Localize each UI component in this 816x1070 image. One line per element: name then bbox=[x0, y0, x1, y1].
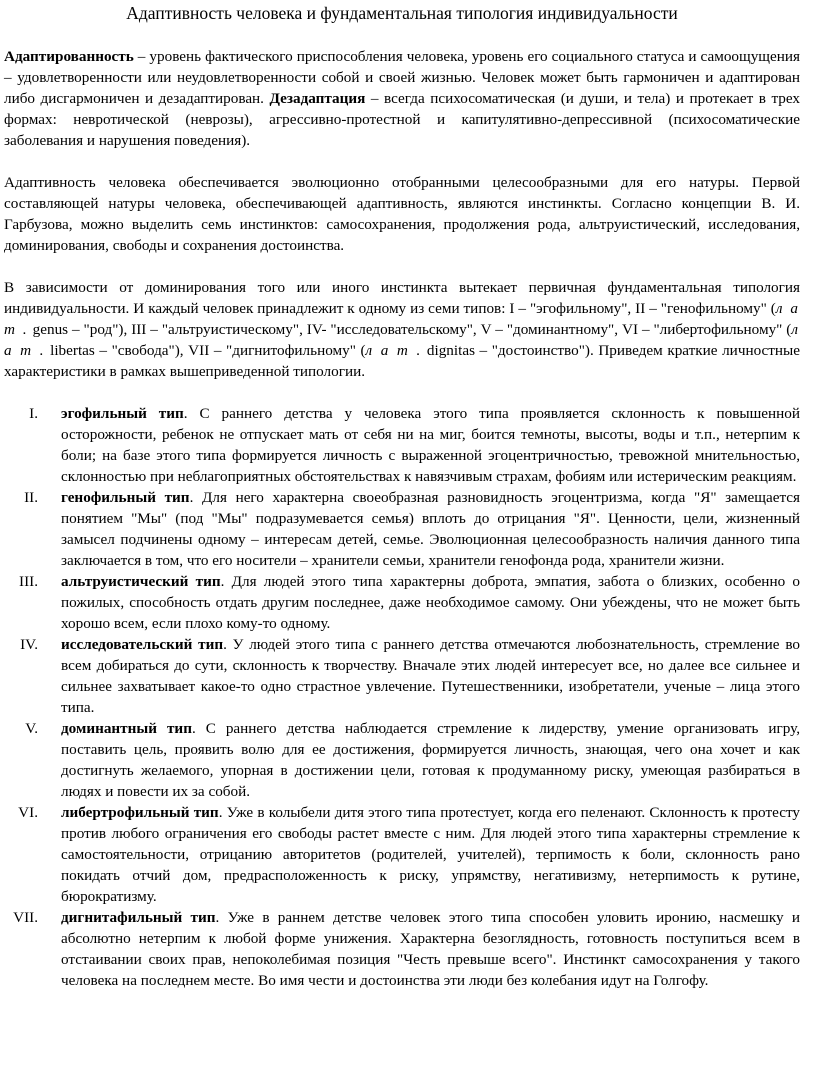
paragraph-text: genus – "род"), III – "альтруистическому", IV- "исследовательскому", V – "доминантному", VI – "либертофильному" ( bbox=[28, 321, 792, 338]
type-description: . Для него характерна своеобразная разновидность эгоцентризма, когда "Я" замещается понятием "Мы" (под "Мы" подразумевается семья) вплоть до отрицания "Я". Ценности, цели, жизненный замысел подчинены одному – интересам детей, семье. Эволюционная целесообразность наличия данного типа заключается в том, что его носители – хранители семьи, хранители генофонда рода, хранители жизни. bbox=[61, 489, 800, 569]
paragraph-text: dignitas – "достоинство"). Приведем краткие личностные характеристики в рамках вышеприведенной типологии. bbox=[4, 342, 801, 380]
list-item bbox=[4, 403, 800, 487]
paragraph-text: – всегда психосоматическая (и души, и тела) и протекает в трех формах: невротической (неврозы), агрессивно-протестной и капитулятивно-депрессивной (психосоматические заболевания и нарушения поведения). bbox=[4, 90, 800, 149]
type-description: . Для людей этого типа характерны доброта, эмпатия, забота о близких, особенно о пожилых, способность отдать другим последнее, даже необходимое самому. Они убеждены, что не может быть хорошо всем, если плохо кому-то одному. bbox=[61, 573, 801, 632]
type-term: эгофильный тип bbox=[61, 405, 184, 422]
type-description: . У людей этого типа с раннего детства отмечаются любознательность, стремление во всем добираться до сути, склонность к творчеству. Вначале этих людей интересует все, но далее все сильнее и сильнее захватывает какое-то одно страстное увлечение. Путешественники, изобретатели, ученые – лица этого типа. bbox=[61, 636, 800, 716]
type-term: исследовательский тип bbox=[61, 636, 224, 653]
document-title: Адаптивность человека и фундаментальная типология индивидуальности bbox=[126, 3, 678, 23]
list-item bbox=[4, 487, 800, 571]
term-disadaptation: Дезадаптация bbox=[269, 90, 366, 107]
list-item bbox=[4, 718, 800, 802]
type-term: доминантный тип bbox=[61, 720, 192, 737]
list-number: I. bbox=[29, 405, 38, 422]
list-number: II. bbox=[24, 489, 38, 506]
type-description: . Уже в колыбели дитя этого типа протестует, когда его пеленают. Склонность к протесту против любого ограничения его свободы растет вместе с ним. Для людей этого типа характерны стремление к самостоятельности, отрицанию авторитетов (родителей, учителей), терпимость к боли, склонность рано покидать отчий дом, предрасположенность к риску, упрямству, негативизму, нетерпимость к рутине, бюрократизму. bbox=[61, 804, 800, 905]
type-term: либертрофильный тип bbox=[61, 804, 219, 821]
latin-abbr: л а т . bbox=[365, 342, 423, 359]
type-term: дигнитафильный тип bbox=[61, 909, 216, 926]
list-item bbox=[4, 571, 800, 634]
list-item bbox=[4, 634, 800, 718]
type-description: . С раннего детства наблюдается стремление к лидерству, умение организовать игру, поставить цель, проявить волю для ее достижения, формируется личность, знающая, чего она хочет и как достигнуть желаемого, упорная в достижении цели, готовая к продуманному риску, умеющая разбираться в людях и повести их за собой. bbox=[61, 720, 800, 800]
list-number: VI. bbox=[18, 804, 38, 821]
list-number: V. bbox=[25, 720, 38, 737]
term-adaptation: Адаптированность bbox=[4, 48, 134, 65]
paragraph-instincts: Адаптивность человека обеспечивается эволюционно отобранными целесообразными для его натуры. Первой составляющей натуры человека, обеспечивающей адаптивность, являются инстинкты. Согласно концепции В. И. Гарбузова, можно выделить семь инстинктов: самосохранения, продолжения рода, альтруистический, исследования, доминирования, свободы и сохранения достоинства. bbox=[4, 174, 800, 254]
type-list bbox=[4, 403, 800, 991]
type-description: . Уже в раннем детстве человек этого типа способен уловить иронию, насмешку и абсолютно нетерпим к любой форме унижения. Характерна безоглядность, готовность поступиться всем в отстаивании своих прав, непоколебимая позиция "Честь превыше всего". Инстинкт самосохранения у такого человека на последнем месте. Во имя чести и достоинства эти люди без колебания идут на Голгофу. bbox=[61, 909, 800, 989]
list-number: IV. bbox=[20, 636, 38, 653]
list-item bbox=[4, 802, 800, 907]
paragraph-text: В зависимости от доминирования того или иного инстинкта вытекает первичная фундаментальная типология индивидуальности. И каждый человек принадлежит к одному из семи типов: I – "эгофильному", II – "генофильному" ( bbox=[4, 279, 800, 317]
list-number: VII. bbox=[13, 909, 38, 926]
paragraph-adaptation bbox=[4, 46, 800, 151]
type-term: альтруистический тип bbox=[61, 573, 221, 590]
type-term: генофильный тип bbox=[61, 489, 190, 506]
paragraph-text: – уровень фактического приспособления человека, уровень его социального статуса и самоощущения – удовлетворенности или неудовлетворенности собой и своей жизнью. Человек может быть гармоничен и адаптирован либо дисгармоничен и дезадаптирован. bbox=[4, 48, 800, 107]
paragraph-typology bbox=[4, 277, 800, 382]
type-description: . С раннего детства у человека этого типа проявляется склонность к повышенной осторожности, ребенок не отпускает мать от себя ни на миг, боится темноты, высоты, воды и т.п., нетерпим к боли; на базе этого типа формируется личность с выраженной эгоцентричностью, тревожной мнительностью, склонностью при неблагоприятных обстоятельствах к навязчивым страхам, фобиям или истерическим реакциям. bbox=[61, 405, 800, 485]
latin-abbr: л а т . bbox=[4, 300, 801, 338]
list-item bbox=[4, 907, 800, 991]
latin-abbr: л а т . bbox=[4, 321, 800, 359]
list-number: III. bbox=[19, 573, 38, 590]
paragraph-text: libertas – "свобода"), VII – "дигнитофильному" ( bbox=[45, 342, 366, 359]
